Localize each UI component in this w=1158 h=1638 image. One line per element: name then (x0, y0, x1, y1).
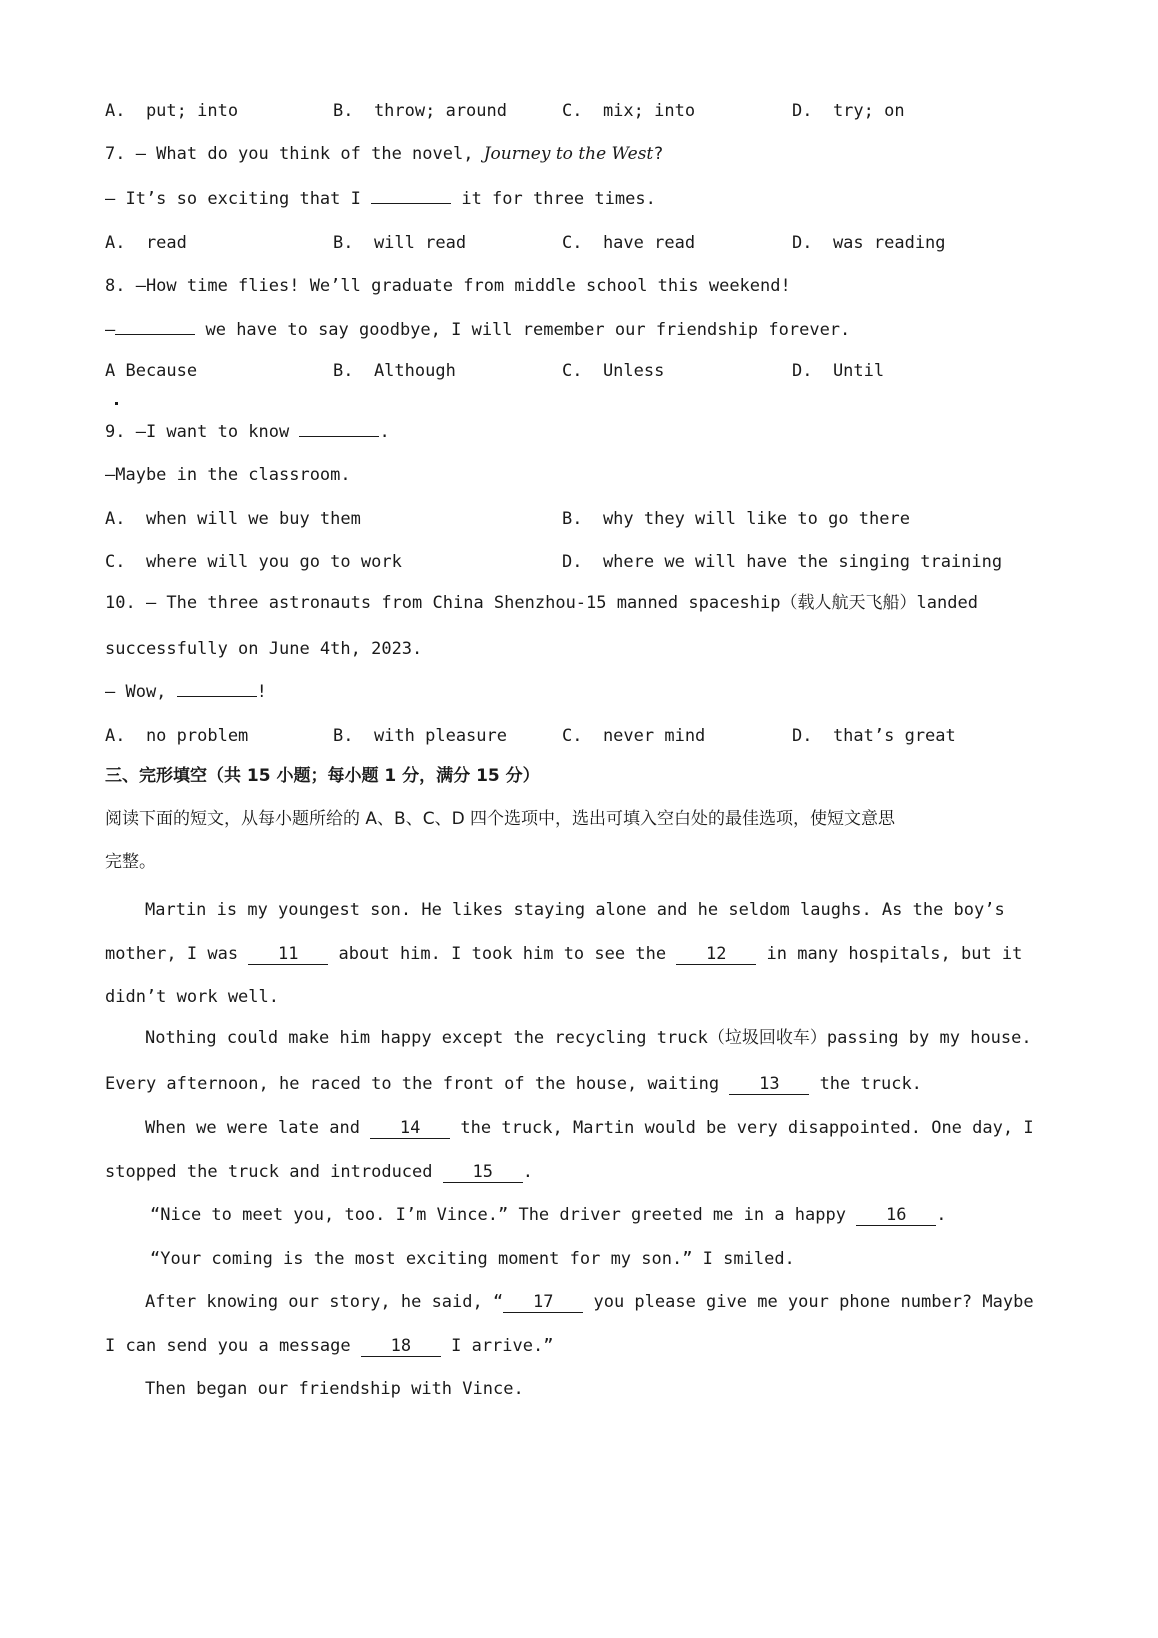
section-heading: 三、完形填空（共 15 小题；每小题 1 分，满分 15 分） (105, 766, 540, 786)
passage-text: When we were late and (145, 1118, 371, 1138)
q8-dash: — (105, 320, 116, 340)
q7-question-end: ? (653, 144, 664, 164)
passage-p1-line2 (105, 946, 1022, 965)
blank-15[interactable]: 15 (443, 1164, 523, 1183)
q9-blank[interactable] (299, 435, 379, 437)
passage-text: “Nice to meet you, too. I’m Vince.” The driver greeted me in a happy (150, 1205, 857, 1225)
stray-dot (115, 402, 118, 405)
passage-text: Every afternoon, he raced to the front of the house, waiting (105, 1074, 730, 1094)
q10-blank[interactable] (177, 695, 257, 697)
passage-p2-line2 (105, 1076, 922, 1095)
blank-11[interactable]: 11 (248, 946, 328, 965)
q10-option-c: C. never mind (562, 726, 706, 746)
q9-option-d: D. where we will have the singing training (562, 552, 1003, 572)
passage-p4 (150, 1207, 946, 1226)
passage-text: about him. I took him to see the (328, 944, 677, 964)
blank-13[interactable]: 13 (729, 1076, 809, 1095)
passage-text: I arrive.” (440, 1336, 554, 1356)
passage-p7: Then began our friendship with Vince. (145, 1379, 524, 1399)
passage-text: passing by my house. (826, 1028, 1032, 1048)
passage-chinese-note: （垃圾回收车） (707, 1028, 827, 1048)
q10-option-a: A. no problem (105, 726, 249, 746)
q9-option-a: A. when will we buy them (105, 509, 361, 529)
q10-question-cont: successfully on June 4th, 2023. (105, 639, 423, 659)
passage-text: stopped the truck and introduced (105, 1162, 443, 1182)
q10-option-b: B. with pleasure (333, 726, 507, 746)
q7-question (105, 146, 664, 163)
passage-p5: “Your coming is the most exciting moment for my son.” I smiled. (150, 1249, 795, 1269)
q7-option-b: B. will read (333, 233, 467, 253)
q10-answer-line (105, 684, 267, 701)
passage-text: I can send you a message (105, 1336, 361, 1356)
q10-option-d: D. that’s great (792, 726, 956, 746)
blank-14[interactable]: 14 (370, 1120, 450, 1139)
q8-option-d: D. Until (792, 361, 885, 381)
q7-novel-title: Journey to the West (483, 144, 654, 164)
q10-question-end: landed (916, 593, 978, 613)
passage-text: in many hospitals, but it (756, 944, 1023, 964)
blank-16[interactable]: 16 (856, 1207, 936, 1226)
q7-option-c: C. have read (562, 233, 696, 253)
passage-p2-line1 (145, 1030, 1032, 1047)
q8-question: 8. —How time flies! We’ll graduate from middle school this weekend! (105, 276, 791, 296)
q8-blank[interactable] (115, 333, 195, 335)
q7-answer-end: it for three times. (451, 189, 656, 209)
q7-question-text: 7. — What do you think of the novel, (105, 144, 484, 164)
q6-option-c: C. mix; into (562, 101, 696, 121)
passage-p3-line1 (145, 1120, 1034, 1139)
q8-answer-text: we have to say goodbye, I will remember our friendship forever. (195, 320, 851, 340)
q10-answer-text: — Wow, (105, 682, 177, 702)
passage-text: Nothing could make him happy except the recycling truck (145, 1028, 708, 1048)
q6-option-a: A. put; into (105, 101, 239, 121)
q8-option-b: B. Although (333, 361, 456, 381)
q7-answer-text: — It’s so exciting that I (105, 189, 372, 209)
q6-option-d: D. try; on (792, 101, 905, 121)
q9-option-b: B. why they will like to go there (562, 509, 910, 529)
passage-p1-line1: Martin is my youngest son. He likes staying alone and he seldom laughs. As the boy’s (145, 900, 1005, 920)
passage-text: . (936, 1205, 947, 1225)
q8-answer-line (105, 322, 850, 339)
passage-p6-line2 (105, 1338, 553, 1357)
q7-blank[interactable] (371, 202, 451, 204)
q7-option-d: D. was reading (792, 233, 946, 253)
passage-text: mother, I was (105, 944, 249, 964)
passage-text: the truck, Martin would be very disappointed. One day, I (450, 1118, 1034, 1138)
passage-text: . (522, 1162, 534, 1182)
q9-question (105, 424, 390, 441)
q9-question-text: 9. —I want to know (105, 422, 300, 442)
q10-answer-end: ! (256, 682, 267, 702)
passage-p6-line1 (145, 1294, 1034, 1313)
blank-18[interactable]: 18 (361, 1338, 441, 1357)
blank-17[interactable]: 17 (503, 1294, 583, 1313)
q10-chinese-note: （载人航天飞船） (780, 593, 917, 613)
blank-12[interactable]: 12 (676, 946, 756, 965)
q7-answer-line (105, 191, 656, 208)
q10-question-text: 10. — The three astronauts from China Shenzhou-15 manned spaceship (105, 593, 781, 613)
passage-p3-line2 (105, 1164, 533, 1183)
q8-option-a: A Because (105, 361, 198, 381)
q9-answer: —Maybe in the classroom. (105, 465, 351, 485)
q7-option-a: A. read (105, 233, 187, 253)
q10-question (105, 595, 978, 612)
section-instruction-cont: 完整。 (105, 852, 156, 872)
passage-text: you please give me your phone number? Maybe (583, 1292, 1034, 1312)
passage-p1-line3: didn’t work well. (105, 987, 279, 1007)
section-instruction: 阅读下面的短文，从每小题所给的 A、B、C、D 四个选项中，选出可填入空白处的最佳选项，使短文意思 (105, 809, 896, 829)
q9-question-end: . (379, 422, 390, 442)
q6-option-b: B. throw; around (333, 101, 507, 121)
q9-option-c: C. where will you go to work (105, 552, 402, 572)
q8-option-c: C. Unless (562, 361, 665, 381)
passage-text: the truck. (809, 1074, 922, 1094)
passage-text: After knowing our story, he said, “ (145, 1292, 504, 1312)
